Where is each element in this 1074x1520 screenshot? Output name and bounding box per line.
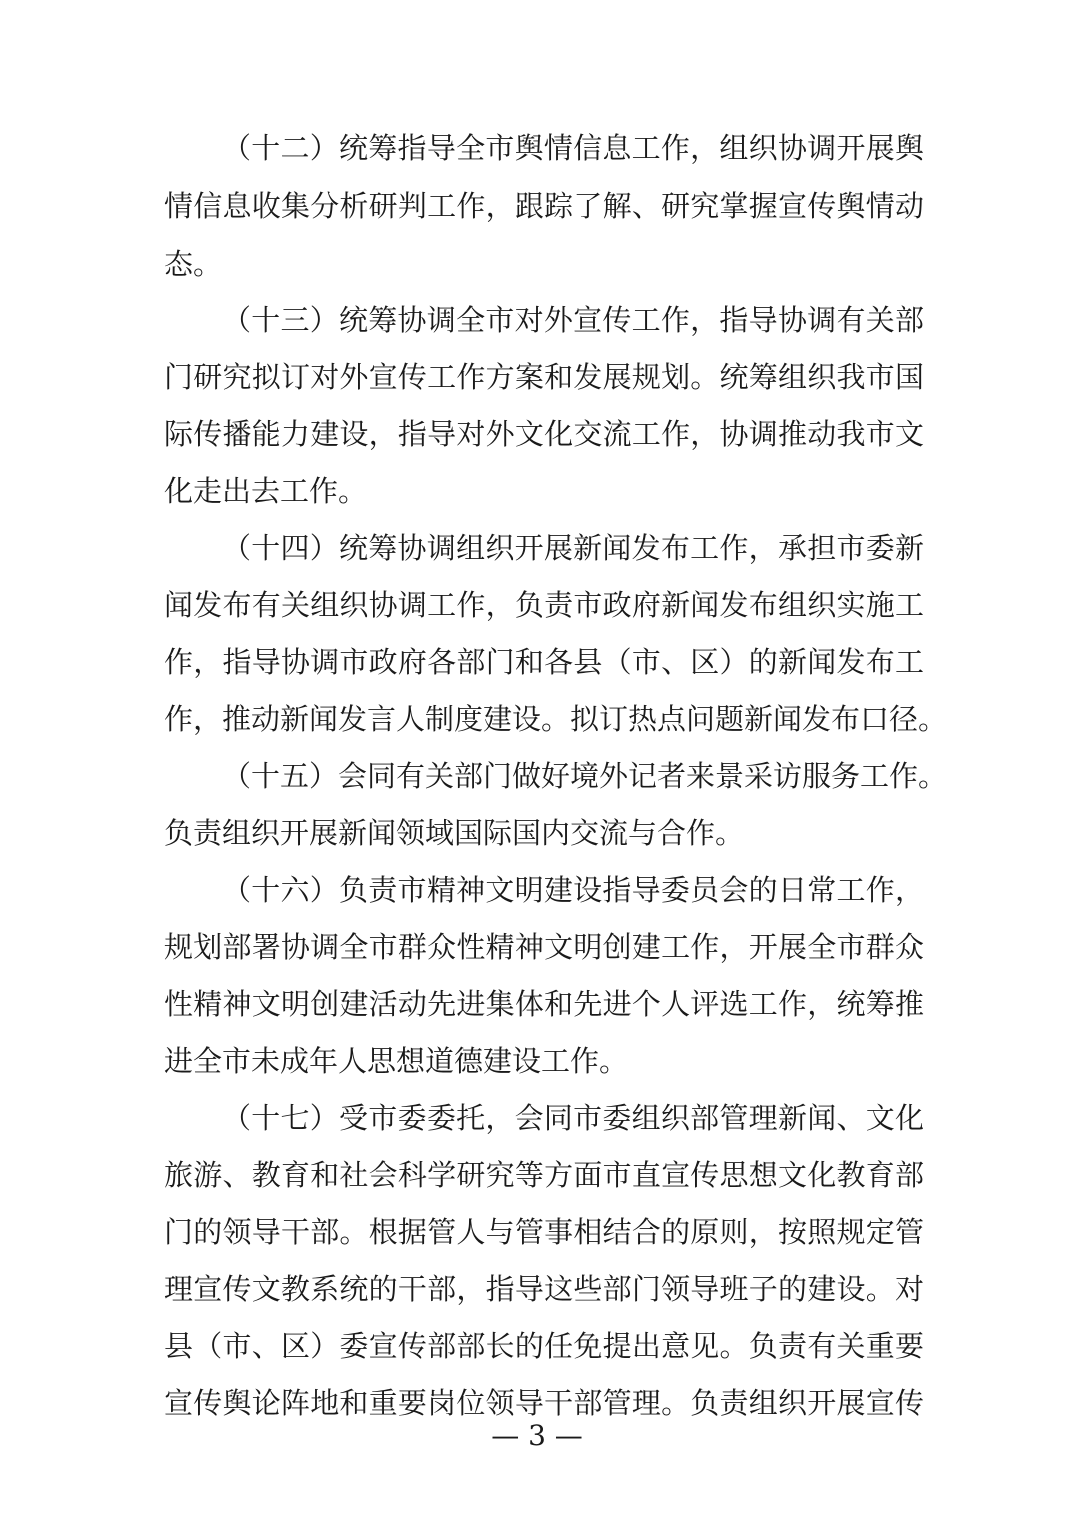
text-line: 门的领导干部。根据管人与管事相结合的原则，按照规定管 [164,1215,924,1249]
text-line: 旅游、教育和社会科学研究等方面市直宣传思想文化教育部 [164,1158,924,1192]
text-line: 际传播能力建设，指导对外文化交流工作，协调推动我市文 [164,417,924,451]
text-line: 作，指导协调市政府各部门和各县（市、区）的新闻发布工 [164,645,924,679]
text-line: 宣传舆论阵地和重要岗位领导干部管理。负责组织开展宣传 [164,1386,924,1420]
text-line: （十二）统筹指导全市舆情信息工作，组织协调开展舆 [222,131,924,165]
text-line: 规划部署协调全市群众性精神文明创建工作，开展全市群众 [164,930,924,964]
text-line: 作，推动新闻发言人制度建设。拟订热点问题新闻发布口径。 [164,702,948,736]
text-line: 进全市未成年人思想道德建设工作。 [164,1044,629,1078]
text-line: （十三）统筹协调全市对外宣传工作，指导协调有关部 [222,303,924,337]
page-number: — 3 — [491,1419,583,1452]
text-line: （十五）会同有关部门做好境外记者来景采访服务工作。 [222,759,948,793]
text-line: 门研究拟订对外宣传工作方案和发展规划。统筹组织我市国 [164,360,924,394]
text-line: 情信息收集分析研判工作，跟踪了解、研究掌握宣传舆情动 [164,189,924,223]
text-line: （十六）负责市精神文明建设指导委员会的日常工作， [222,873,924,907]
text-line: 闻发布有关组织协调工作，负责市政府新闻发布组织实施工 [164,588,924,622]
text-line: 化走出去工作。 [164,474,368,508]
text-line: （十四）统筹协调组织开展新闻发布工作，承担市委新 [222,531,924,565]
text-line: 态。 [164,247,223,281]
text-line: 县（市、区）委宣传部部长的任免提出意见。负责有关重要 [164,1329,924,1363]
text-line: 理宣传文教系统的干部，指导这些部门领导班子的建设。对 [164,1272,924,1306]
text-line: （十七）受市委委托，会同市委组织部管理新闻、文化 [222,1101,924,1135]
text-line: 性精神文明创建活动先进集体和先进个人评选工作，统筹推 [164,987,924,1021]
text-line: 负责组织开展新闻领域国际国内交流与合作。 [164,816,745,850]
